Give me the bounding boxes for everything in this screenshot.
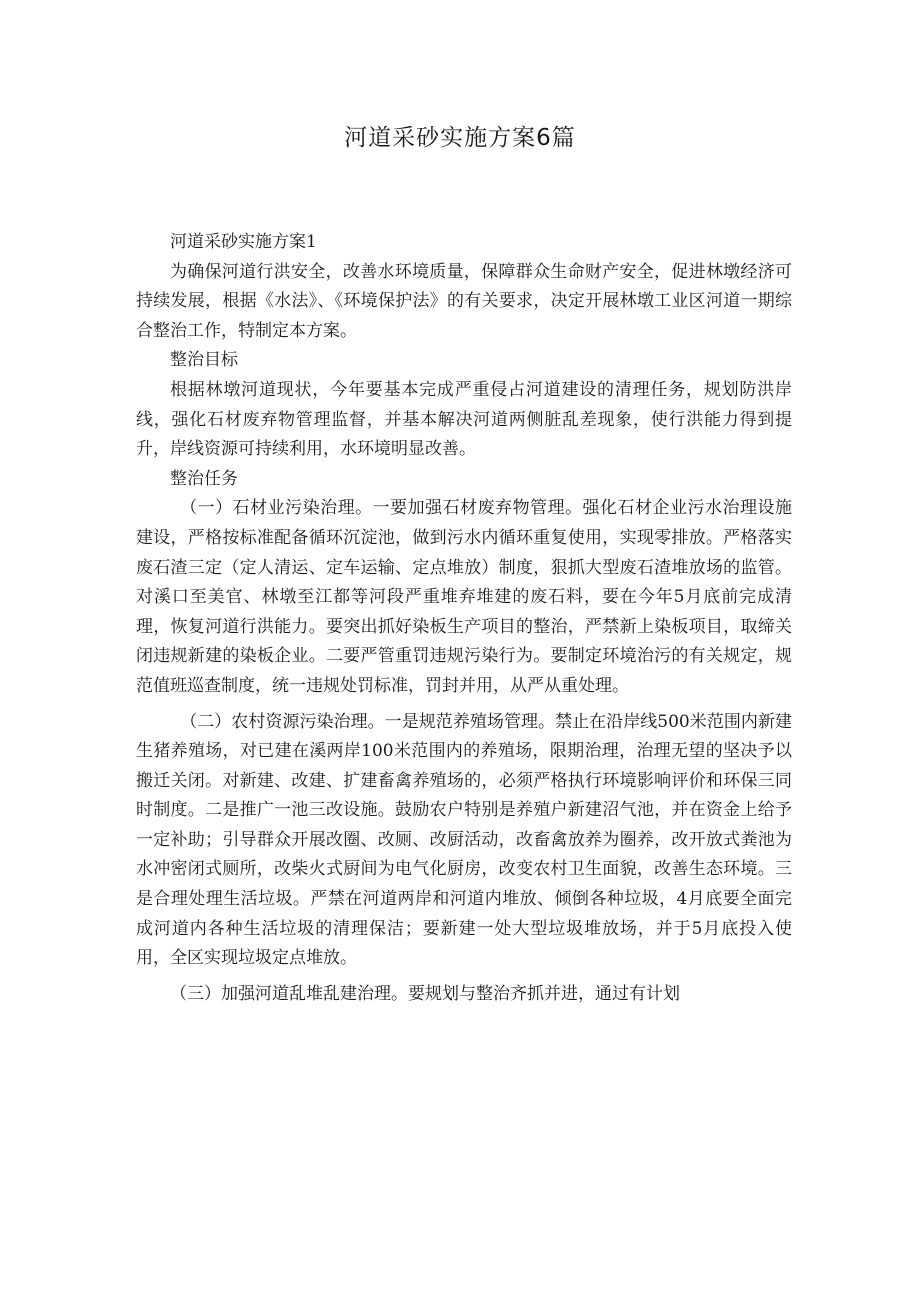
paragraph: （二）农村资源污染治理。一是规范养殖场管理。禁止在沿岸线500米范围内新建生猪养殖场，对已建在溪两岸100米范围内的养殖场，限期治理，治理无望的坚决予以搬迁关闭。对新建、改建、扩建畜禽养殖场的，必须严格执行环境影响评价和环保三同时制度。二是推广一池三改设施。鼓励农户特别是养殖户新建沼气池，并在资金上给予一定补助；引导群众开展改圈、改厕、改厨活动，改畜禽放养为圈养，改开放式粪池为水冲密闭式厕所，改柴火式厨间为电气化厨房，改变农村卫生面貌，改善生态环境。三是合理处理生活垃圾。严禁在河道两岸和河道内堆放、倾倒各种垃圾，4月底要全面完成河道内各种生活垃圾的清理保洁；要新建一处大型垃圾堆放场，并于5月底投入使用，全区实现垃圾定点堆放。	[136, 711, 792, 969]
section-heading: 整治目标	[170, 350, 238, 371]
paragraph: （一）石材业污染治理。一要加强石材废弃物管理。强化石材企业污水治理设施建设，严格按标准配备循环沉淀池，做到污水内循环重复使用，实现零排放。严格落实废石渣三定（定人清运、定车运输、定点堆放）制度，狠抓大型废石渣堆放场的监管。对溪口至美官、林墩至江都等河段严重堆弃堆建的废石料，要在今年5月底前完成清理，恢复河道行洪能力。要突出抓好染板生产项目的整治，严禁新上染板项目，取缔关闭违规新建的染板企业。二要严管重罚违规污染行为。要制定环境治污的有关规定，规范值班巡查制度，统一违规处罚标准，罚封并用，从严从重处理。	[136, 498, 792, 696]
document-body	[136, 228, 792, 1009]
paragraph: （三）加强河道乱堆乱建治理。要规划与整治齐抓并进，通过有计划	[170, 983, 680, 1004]
paragraph: 根据林墩河道现状，今年要基本完成严重侵占河道建设的清理任务，规划防洪岸线，强化石材废弃物管理监督，并基本解决河道两侧脏乱差现象，使行洪能力得到提升，岸线资源可持续利用，水环境明显改善。	[136, 379, 792, 460]
section-heading: 整治任务	[170, 468, 238, 489]
document-title: 河道采砂实施方案6篇	[344, 125, 576, 151]
paragraph: 为确保河道行洪安全，改善水环境质量，保障群众生命财产安全，促进林墩经济可持续发展，根据《水法》、《环境保护法》的有关要求，决定开展林墩工业区河道一期综合整治工作，特制定本方案。	[136, 261, 792, 341]
section-heading: 河道采砂实施方案1	[170, 232, 317, 252]
